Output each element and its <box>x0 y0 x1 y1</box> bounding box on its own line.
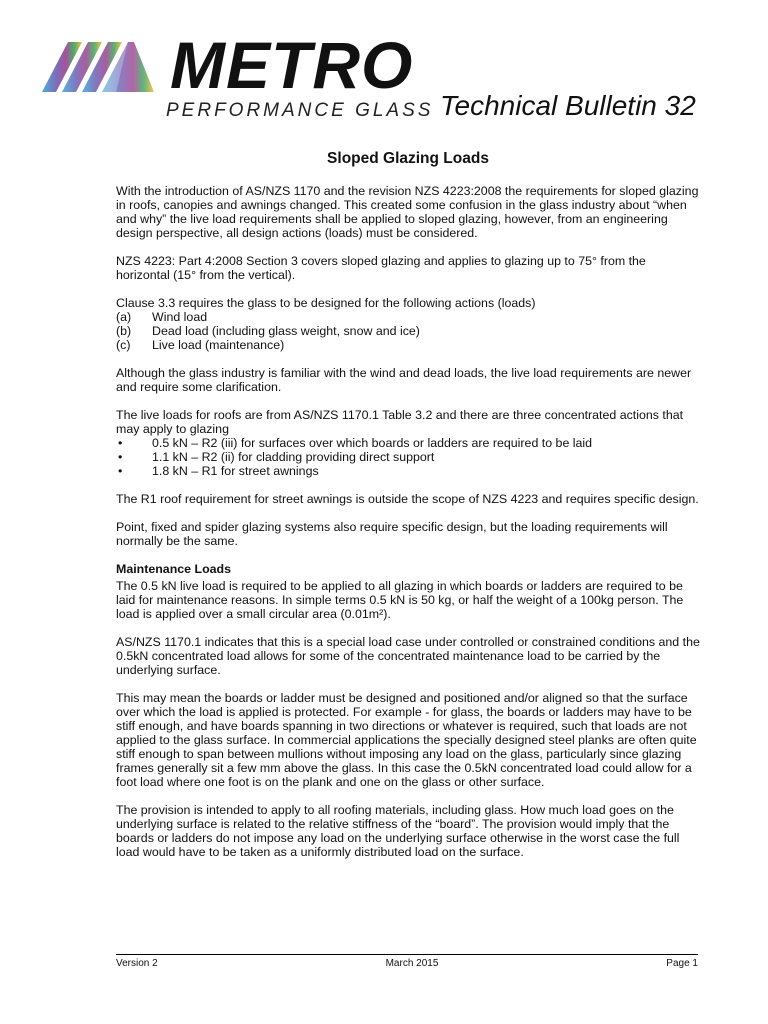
logo-wordmark: METRO <box>170 28 414 102</box>
paragraph-r1: The R1 roof requirement for street awnings is outside the scope of NZS 4223 and requires specific design. <box>116 492 699 506</box>
page-header <box>0 0 768 140</box>
bullet-icon: • <box>118 436 123 450</box>
list-item <box>116 338 700 352</box>
actions-intro: Clause 3.3 requires the glass to be designed for the following actions (loads) <box>116 296 536 310</box>
paragraph-boards: This may mean the boards or ladder must be designed and positioned and/or aligned so that the surface over which the load is applied is protected. For example - for glass, the boards or ladders may have to be stiff enough, and have boards spanning in two directions or whatever is required, such that loads are not applied to the glass surface. In commercial applications the specially designed steel planks are often quite stiff enough to span between mullions without imposing any load on the glass, particularly since glazing frames generally sit a few mm above the glass. In this case the 0.5kN concentrated load could allow for a foot load where one foot is on the plank and one on the glass or other surface. <box>116 691 697 789</box>
paragraph-provision: The provision is intended to apply to all roofing materials, including glass. How much load goes on the underlying surface is related to the relative stiffness of the “board”. The provision would imply that the boards or ladders do not impose any load on the underlying surface otherwise in the worst case the full load would have to be taken as a uniformly distributed load on the surface. <box>116 803 680 859</box>
list-text: Wind load <box>152 310 208 324</box>
footer-date: March 2015 <box>385 958 439 969</box>
list-text: Dead load (including glass weight, snow and ice) <box>152 324 420 338</box>
list-key: (a) <box>116 310 132 324</box>
footer-version: Version 2 <box>116 958 158 969</box>
document-title: Sloped Glazing Loads <box>327 150 489 167</box>
paragraph-intro: With the introduction of AS/NZS 1170 and the revision NZS 4223:2008 the requirements for sloped glazing in roofs, canopies and awnings changed. This created some confusion in the glass industry about “when and why” the live load requirements shall be applied to sloped glazing, however, from an engineering design perspective, all design actions (loads) must be considered. <box>116 184 699 240</box>
footer-page: Page 1 <box>666 958 698 969</box>
metro-logo-icon <box>42 42 154 94</box>
maintenance-heading: Maintenance Loads <box>116 562 231 576</box>
bulletin-title: Technical Bulletin 32 <box>440 90 696 121</box>
list-key: (b) <box>116 324 132 338</box>
paragraph-clarification: Although the glass industry is familiar with the wind and dead loads, the live load requirements are newer and require some clarification. <box>116 366 692 394</box>
list-item <box>116 464 700 478</box>
bullet-icon: • <box>118 464 123 478</box>
list-item <box>116 324 700 338</box>
bullet-icon: • <box>118 450 123 464</box>
list-text: Live load (maintenance) <box>152 338 285 352</box>
logo-subtitle: PERFORMANCE GLASS <box>166 100 434 121</box>
list-item <box>116 450 700 464</box>
paragraph-special-load: AS/NZS 1170.1 indicates that this is a special load case under controlled or constrained conditions and the 0.5kN concentrated load allows for some of the concentrated maintenance load to be carried by the underlying surface. <box>116 635 700 677</box>
bullet-text: 0.5 kN – R2 (iii) for surfaces over which boards or ladders are required to be laid <box>152 436 593 450</box>
list-item <box>116 310 700 324</box>
document-body <box>116 152 700 873</box>
bullet-text: 1.8 kN – R1 for street awnings <box>152 464 319 478</box>
bullet-text: 1.1 kN – R2 (ii) for cladding providing direct support <box>152 450 435 464</box>
live-loads-list <box>116 408 700 478</box>
page-footer <box>116 954 698 969</box>
list-key: (c) <box>116 338 131 352</box>
paragraph-point-fixed: Point, fixed and spider glazing systems also require specific design, but the loading requirements will normally be the same. <box>116 520 668 548</box>
list-item <box>116 436 700 450</box>
paragraph-maintenance: The 0.5 kN live load is required to be applied to all glazing in which boards or ladders are required to be laid for maintenance reasons. In simple terms 0.5 kN is 50 kg, or half the weight of a 100kg person. The load is applied over a small circular area (0.01m²). <box>116 579 684 621</box>
live-loads-intro: The live loads for roofs are from AS/NZS 1170.1 Table 3.2 and there are three concentrated actions that may apply to glazing <box>116 408 684 436</box>
actions-list <box>116 296 700 352</box>
paragraph-scope: NZS 4223: Part 4:2008 Section 3 covers sloped glazing and applies to glazing up to 75° from the horizontal (15° from the vertical). <box>116 254 646 282</box>
